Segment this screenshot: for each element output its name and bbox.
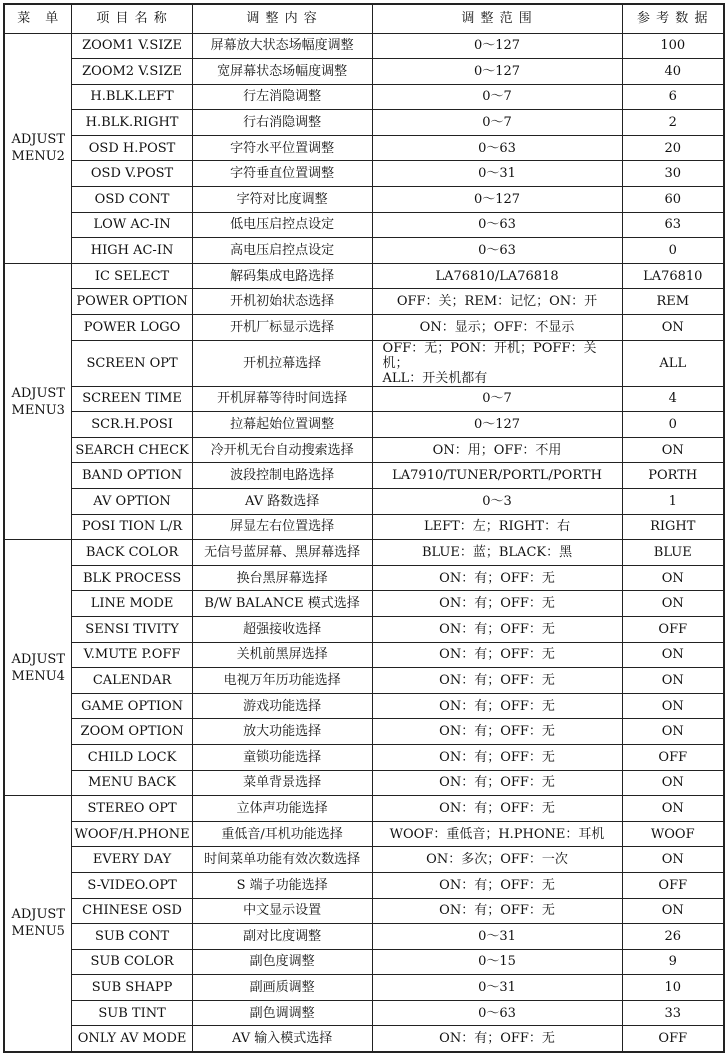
adjust-content-cell: 冷开机无台自动搜索选择 bbox=[192, 437, 372, 463]
adjust-range-cell: 0～7 bbox=[372, 84, 622, 110]
adjust-range-cell: 0～31 bbox=[372, 975, 622, 1001]
item-name-cell: ZOOM OPTION bbox=[72, 719, 192, 745]
adjust-content-cell: 解码集成电路选择 bbox=[192, 263, 372, 289]
adjust-range-cell: 0～63 bbox=[372, 212, 622, 238]
header-reference-data: 参 考 数 据 bbox=[622, 4, 724, 33]
adjust-content-cell: 副画质调整 bbox=[192, 975, 372, 1001]
table-row bbox=[4, 616, 724, 642]
header-menu: 菜 单 bbox=[4, 4, 72, 33]
table-row bbox=[4, 924, 724, 950]
reference-data-cell: BLUE bbox=[622, 540, 724, 566]
table-row bbox=[4, 821, 724, 847]
reference-data-cell: 6 bbox=[622, 84, 724, 110]
adjust-content-cell: 开机屏幕等待时间选择 bbox=[192, 386, 372, 412]
reference-data-cell: ON bbox=[622, 591, 724, 617]
adjust-range-cell: ON：有；OFF：无 bbox=[372, 616, 622, 642]
reference-data-cell: ON bbox=[622, 847, 724, 873]
item-name-cell: S-VIDEO.OPT bbox=[72, 872, 192, 898]
adjust-range-cell: ON：有；OFF：无 bbox=[372, 796, 622, 822]
adjust-range-cell: OFF：关；REM：记忆；ON：开 bbox=[372, 289, 622, 315]
reference-data-cell: 0 bbox=[622, 412, 724, 438]
adjust-content-cell: 立体声功能选择 bbox=[192, 796, 372, 822]
reference-data-cell: ON bbox=[622, 898, 724, 924]
reference-data-cell: ON bbox=[622, 770, 724, 796]
reference-data-cell: OFF bbox=[622, 1026, 724, 1052]
adjust-content-cell: 字符垂直位置调整 bbox=[192, 161, 372, 187]
adjust-range-cell: 0～31 bbox=[372, 924, 622, 950]
table-row bbox=[4, 770, 724, 796]
table-row bbox=[4, 340, 724, 386]
table-row bbox=[4, 949, 724, 975]
item-name-cell: HIGH AC-IN bbox=[72, 238, 192, 264]
table-row bbox=[4, 719, 724, 745]
adjust-content-cell: B/W BALANCE 模式选择 bbox=[192, 591, 372, 617]
menu-group-name: ADJUST bbox=[11, 385, 66, 401]
item-name-cell: CHINESE OSD bbox=[72, 898, 192, 924]
adjust-range-cell: 0～31 bbox=[372, 161, 622, 187]
menu-group-name: ADJUST bbox=[11, 907, 66, 923]
adjust-range-cell: ON：有；OFF：无 bbox=[372, 668, 622, 694]
item-name-cell: CALENDAR bbox=[72, 668, 192, 694]
adjust-range-cell bbox=[372, 340, 622, 386]
table-row bbox=[4, 693, 724, 719]
adjust-content-cell: 关机前黑屏选择 bbox=[192, 642, 372, 668]
adjust-range-line: ALL：开关机都有 bbox=[382, 370, 488, 386]
item-name-cell: EVERY DAY bbox=[72, 847, 192, 873]
reference-data-cell: 26 bbox=[622, 924, 724, 950]
table-row bbox=[4, 847, 724, 873]
reference-data-cell: 60 bbox=[622, 187, 724, 213]
menu-group-name: ADJUST bbox=[11, 651, 66, 667]
adjust-range-cell: ON：有；OFF：无 bbox=[372, 565, 622, 591]
item-name-cell: POWER LOGO bbox=[72, 315, 192, 341]
reference-data-cell: PORTH bbox=[622, 463, 724, 489]
item-name-cell: H.BLK.LEFT bbox=[72, 84, 192, 110]
adjust-range-cell: ON：有；OFF：无 bbox=[372, 1026, 622, 1052]
table-header-row bbox=[4, 4, 724, 33]
adjust-content-cell: 宽屏幕状态场幅度调整 bbox=[192, 59, 372, 85]
item-name-cell: LOW AC-IN bbox=[72, 212, 192, 238]
reference-data-cell: ON bbox=[622, 315, 724, 341]
table-row bbox=[4, 642, 724, 668]
adjust-range-cell: ON：多次；OFF：一次 bbox=[372, 847, 622, 873]
table-row bbox=[4, 744, 724, 770]
adjust-range-cell: 0～7 bbox=[372, 110, 622, 136]
adjust-content-cell: 放大功能选择 bbox=[192, 719, 372, 745]
table-row bbox=[4, 59, 724, 85]
reference-data-cell: ALL bbox=[622, 340, 724, 386]
adjust-range-cell: LEFT：左；RIGHT：右 bbox=[372, 514, 622, 540]
adjust-content-cell: 副对比度调整 bbox=[192, 924, 372, 950]
table-row bbox=[4, 135, 724, 161]
table-row bbox=[4, 412, 724, 438]
table-row bbox=[4, 565, 724, 591]
reference-data-cell: 2 bbox=[622, 110, 724, 136]
reference-data-cell: ON bbox=[622, 796, 724, 822]
item-name-cell: BACK COLOR bbox=[72, 540, 192, 566]
table-row bbox=[4, 212, 724, 238]
adjust-content-cell: 中文显示设置 bbox=[192, 898, 372, 924]
table-body bbox=[4, 33, 724, 1052]
adjust-content-cell: 副色调调整 bbox=[192, 1000, 372, 1026]
table-row bbox=[4, 489, 724, 515]
table-row bbox=[4, 263, 724, 289]
adjust-content-cell: 副色度调整 bbox=[192, 949, 372, 975]
adjust-content-cell: S 端子功能选择 bbox=[192, 872, 372, 898]
adjust-range-cell: LA7910/TUNER/PORTL/PORTH bbox=[372, 463, 622, 489]
adjust-range-cell: BLUE：蓝；BLACK：黑 bbox=[372, 540, 622, 566]
table-row bbox=[4, 289, 724, 315]
adjust-range-cell: ON：有；OFF：无 bbox=[372, 744, 622, 770]
table-row bbox=[4, 110, 724, 136]
item-name-cell: STEREO OPT bbox=[72, 796, 192, 822]
adjust-content-cell: 时间菜单功能有效次数选择 bbox=[192, 847, 372, 873]
adjust-content-cell: 无信号蓝屏幕、黑屏幕选择 bbox=[192, 540, 372, 566]
adjust-content-cell: 电视万年历功能选择 bbox=[192, 668, 372, 694]
reference-data-cell: 0 bbox=[622, 238, 724, 264]
menu-group-number: MENU3 bbox=[11, 402, 65, 418]
adjust-range-cell: WOOF：重低音；H.PHONE：耳机 bbox=[372, 821, 622, 847]
adjust-range-cell: 0～15 bbox=[372, 949, 622, 975]
table-row bbox=[4, 796, 724, 822]
menu-group-number: MENU2 bbox=[11, 149, 65, 165]
reference-data-cell: WOOF bbox=[622, 821, 724, 847]
item-name-cell: SENSI TIVITY bbox=[72, 616, 192, 642]
adjust-range-cell: 0～3 bbox=[372, 489, 622, 515]
menu-group-name: ADJUST bbox=[11, 132, 66, 148]
adjust-content-cell: 童锁功能选择 bbox=[192, 744, 372, 770]
adjust-range-cell: 0～7 bbox=[372, 386, 622, 412]
item-name-cell: SUB SHAPP bbox=[72, 975, 192, 1001]
item-name-cell: MENU BACK bbox=[72, 770, 192, 796]
table-row bbox=[4, 437, 724, 463]
item-name-cell: GAME OPTION bbox=[72, 693, 192, 719]
reference-data-cell: 63 bbox=[622, 212, 724, 238]
header-adjust-range: 调 整 范 围 bbox=[372, 4, 622, 33]
item-name-cell: BAND OPTION bbox=[72, 463, 192, 489]
reference-data-cell: 9 bbox=[622, 949, 724, 975]
item-name-cell: H.BLK.RIGHT bbox=[72, 110, 192, 136]
header-item-name: 项 目 名 称 bbox=[72, 4, 192, 33]
adjust-content-cell: 拉幕起始位置调整 bbox=[192, 412, 372, 438]
adjust-content-cell: 换台黑屏幕选择 bbox=[192, 565, 372, 591]
item-name-cell: SCREEN TIME bbox=[72, 386, 192, 412]
reference-data-cell: ON bbox=[622, 719, 724, 745]
reference-data-cell: 40 bbox=[622, 59, 724, 85]
menu-group-number: MENU5 bbox=[11, 924, 65, 940]
adjust-range-line: OFF：无；PON：开机；POFF：关机； bbox=[382, 340, 597, 371]
item-name-cell: SUB COLOR bbox=[72, 949, 192, 975]
adjust-content-cell: 菜单背景选择 bbox=[192, 770, 372, 796]
table-row bbox=[4, 187, 724, 213]
item-name-cell: SUB CONT bbox=[72, 924, 192, 950]
adjust-range-cell: 0～63 bbox=[372, 1000, 622, 1026]
adjust-content-cell: 开机厂标显示选择 bbox=[192, 315, 372, 341]
adjust-content-cell: AV 输入模式选择 bbox=[192, 1026, 372, 1052]
table-row bbox=[4, 463, 724, 489]
item-name-cell: WOOF/H.PHONE bbox=[72, 821, 192, 847]
item-name-cell: SEARCH CHECK bbox=[72, 437, 192, 463]
table-row bbox=[4, 238, 724, 264]
reference-data-cell: 33 bbox=[622, 1000, 724, 1026]
adjust-range-cell: LA76810/LA76818 bbox=[372, 263, 622, 289]
adjust-content-cell: 重低音/耳机功能选择 bbox=[192, 821, 372, 847]
reference-data-cell: 4 bbox=[622, 386, 724, 412]
adjust-range-cell: 0～63 bbox=[372, 135, 622, 161]
table-row bbox=[4, 1000, 724, 1026]
table-row bbox=[4, 975, 724, 1001]
menu-group-cell bbox=[4, 796, 72, 1052]
adjust-content-cell: 行右消隐调整 bbox=[192, 110, 372, 136]
adjust-menu-table bbox=[3, 3, 725, 1053]
reference-data-cell: 100 bbox=[622, 33, 724, 59]
table-row bbox=[4, 898, 724, 924]
adjust-range-cell: 0～127 bbox=[372, 59, 622, 85]
adjust-content-cell: 高电压启控点设定 bbox=[192, 238, 372, 264]
reference-data-cell: ON bbox=[622, 693, 724, 719]
adjust-content-cell: 开机拉幕选择 bbox=[192, 340, 372, 386]
adjust-content-cell: 游戏功能选择 bbox=[192, 693, 372, 719]
adjust-range-cell: 0～63 bbox=[372, 238, 622, 264]
menu-group-cell bbox=[4, 33, 72, 263]
reference-data-cell: REM bbox=[622, 289, 724, 315]
reference-data-cell: ON bbox=[622, 437, 724, 463]
adjust-range-cell: ON：有；OFF：无 bbox=[372, 591, 622, 617]
reference-data-cell: 20 bbox=[622, 135, 724, 161]
table-row bbox=[4, 161, 724, 187]
reference-data-cell: RIGHT bbox=[622, 514, 724, 540]
reference-data-cell: 10 bbox=[622, 975, 724, 1001]
reference-data-cell: OFF bbox=[622, 744, 724, 770]
reference-data-cell: ON bbox=[622, 668, 724, 694]
menu-group-cell bbox=[4, 263, 72, 539]
adjust-content-cell: 低电压启控点设定 bbox=[192, 212, 372, 238]
item-name-cell: SCREEN OPT bbox=[72, 340, 192, 386]
adjust-content-cell: 超强接收选择 bbox=[192, 616, 372, 642]
table-row bbox=[4, 514, 724, 540]
adjust-range-cell: ON：有；OFF：无 bbox=[372, 719, 622, 745]
item-name-cell: V.MUTE P.OFF bbox=[72, 642, 192, 668]
table-row bbox=[4, 84, 724, 110]
adjust-range-cell: ON：有；OFF：无 bbox=[372, 898, 622, 924]
reference-data-cell: ON bbox=[622, 565, 724, 591]
adjust-range-cell: 0～127 bbox=[372, 187, 622, 213]
item-name-cell: IC SELECT bbox=[72, 263, 192, 289]
item-name-cell: BLK PROCESS bbox=[72, 565, 192, 591]
item-name-cell: OSD H.POST bbox=[72, 135, 192, 161]
table-row bbox=[4, 872, 724, 898]
table-row bbox=[4, 591, 724, 617]
adjust-range-cell: ON：有；OFF：无 bbox=[372, 770, 622, 796]
adjust-content-cell: 字符对比度调整 bbox=[192, 187, 372, 213]
item-name-cell: POSI TION L/R bbox=[72, 514, 192, 540]
adjust-content-cell: 开机初始状态选择 bbox=[192, 289, 372, 315]
item-name-cell: OSD CONT bbox=[72, 187, 192, 213]
item-name-cell: AV OPTION bbox=[72, 489, 192, 515]
menu-group-number: MENU4 bbox=[11, 668, 65, 684]
table-row bbox=[4, 540, 724, 566]
adjust-range-cell: 0～127 bbox=[372, 412, 622, 438]
document-page bbox=[3, 3, 725, 1053]
adjust-content-cell: AV 路数选择 bbox=[192, 489, 372, 515]
table-row bbox=[4, 668, 724, 694]
adjust-content-cell: 屏幕放大状态场幅度调整 bbox=[192, 33, 372, 59]
menu-group-cell bbox=[4, 540, 72, 796]
adjust-content-cell: 波段控制电路选择 bbox=[192, 463, 372, 489]
item-name-cell: POWER OPTION bbox=[72, 289, 192, 315]
reference-data-cell: 30 bbox=[622, 161, 724, 187]
item-name-cell: SCR.H.POSI bbox=[72, 412, 192, 438]
adjust-content-cell: 字符水平位置调整 bbox=[192, 135, 372, 161]
item-name-cell: LINE MODE bbox=[72, 591, 192, 617]
item-name-cell: OSD V.POST bbox=[72, 161, 192, 187]
reference-data-cell: OFF bbox=[622, 872, 724, 898]
item-name-cell: CHILD LOCK bbox=[72, 744, 192, 770]
adjust-content-cell: 行左消隐调整 bbox=[192, 84, 372, 110]
table-row bbox=[4, 315, 724, 341]
item-name-cell: ZOOM1 V.SIZE bbox=[72, 33, 192, 59]
item-name-cell: SUB TINT bbox=[72, 1000, 192, 1026]
adjust-range-cell: ON：有；OFF：无 bbox=[372, 642, 622, 668]
adjust-range-cell: ON：显示；OFF：不显示 bbox=[372, 315, 622, 341]
adjust-content-cell: 屏显左右位置选择 bbox=[192, 514, 372, 540]
adjust-range-cell: ON：有；OFF：无 bbox=[372, 693, 622, 719]
adjust-range-cell: ON：用；OFF：不用 bbox=[372, 437, 622, 463]
reference-data-cell: OFF bbox=[622, 616, 724, 642]
table-row bbox=[4, 33, 724, 59]
table-row bbox=[4, 386, 724, 412]
item-name-cell: ZOOM2 V.SIZE bbox=[72, 59, 192, 85]
reference-data-cell: 1 bbox=[622, 489, 724, 515]
reference-data-cell: ON bbox=[622, 642, 724, 668]
item-name-cell: ONLY AV MODE bbox=[72, 1026, 192, 1052]
reference-data-cell: LA76810 bbox=[622, 263, 724, 289]
header-adjust-content: 调 整 内 容 bbox=[192, 4, 372, 33]
table-row bbox=[4, 1026, 724, 1052]
adjust-range-cell: 0～127 bbox=[372, 33, 622, 59]
adjust-range-cell: ON：有；OFF：无 bbox=[372, 872, 622, 898]
